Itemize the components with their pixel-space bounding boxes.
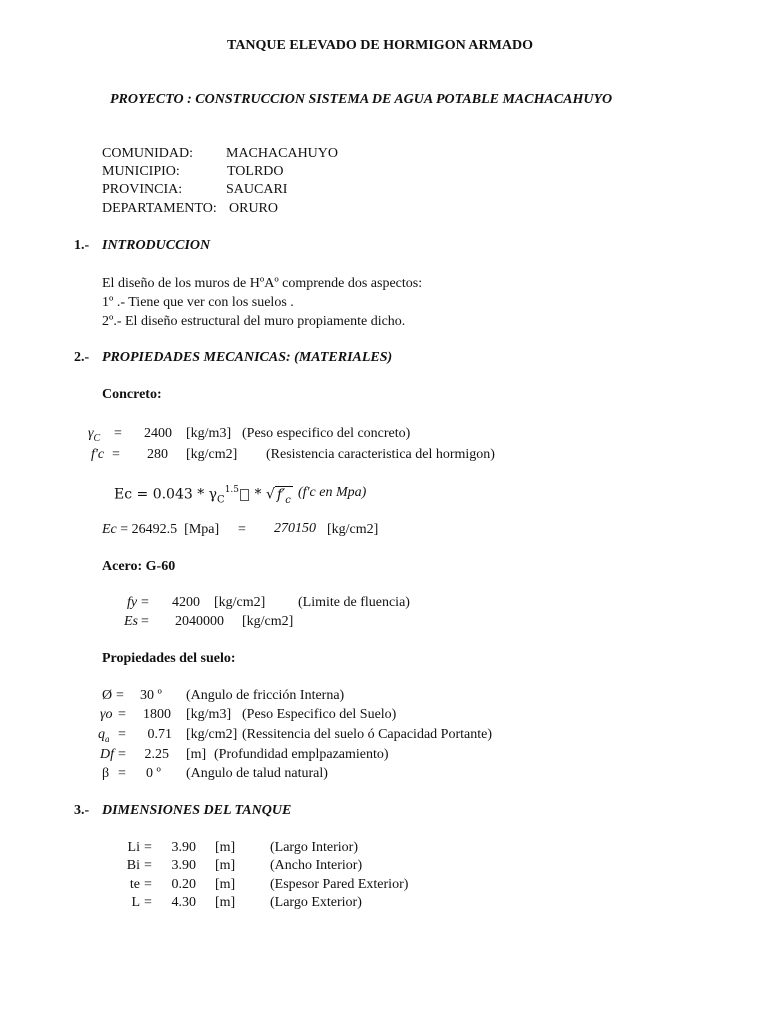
unit-fc: [kg/cm2] [186, 447, 238, 462]
equals-sign: = [238, 522, 246, 537]
intro-line-1: El diseño de los muros de HºAº comprende dos aspectos: [102, 276, 423, 291]
unit-gamma-c: [kg/m3] [186, 426, 232, 441]
value-es: 2040000 [175, 614, 224, 629]
symbol-fc: f'c [91, 447, 105, 462]
unit-fy: [kg/cm2] [214, 595, 266, 610]
location-label-departamento: DEPARTAMENTO: [102, 201, 217, 216]
steel-heading: Acero: G-60 [102, 559, 176, 574]
symbol-te: te [129, 877, 140, 892]
elastic-modulus-formula: $Ec = 0.043 * \gamma_C^{1.5}$ * √ $f'_c$ [114, 485, 291, 506]
symbol-l: L [131, 895, 140, 910]
unit-te: [m] [215, 877, 236, 892]
equals-sign: = [118, 747, 126, 762]
value-qa: 0.71 [147, 727, 172, 742]
value-bi: 3.90 [171, 858, 196, 873]
unit-qa: [kg/cm2] [186, 727, 238, 742]
location-label-provincia: PROVINCIA: [102, 182, 183, 197]
location-label-comunidad: COMUNIDAD: [102, 146, 193, 161]
desc-te: (Espesor Pared Exterior) [270, 877, 409, 892]
unit-es: [kg/cm2] [242, 614, 294, 629]
location-value-departamento: ORURO [229, 201, 279, 216]
equals-sign: = [114, 426, 122, 441]
desc-phi: (Angulo de fricción Interna) [186, 688, 345, 703]
symbol-beta: β [102, 766, 110, 781]
desc-l: (Largo Exterior) [270, 895, 362, 910]
ec-unit-kgcm2: [kg/cm2] [327, 522, 379, 537]
desc-fc: (Resistencia caracteristica del hormigon) [266, 447, 495, 462]
value-gamma-c: 2400 [144, 426, 172, 441]
equals-sign: = [141, 614, 149, 629]
equals-sign: = [144, 877, 152, 892]
symbol-qa: $q_a$ [98, 727, 110, 744]
ec-result-kgcm2: 270150 [274, 521, 316, 536]
desc-bi: (Ancho Interior) [270, 858, 363, 873]
location-value-comunidad: MACHACAHUYO [226, 146, 339, 161]
formula-note: (f'c en Mpa) [298, 485, 367, 500]
value-fc: 280 [147, 447, 168, 462]
equals-sign: = [112, 447, 120, 462]
equals-sign: = [118, 766, 126, 781]
section-3-heading: DIMENSIONES DEL TANQUE [102, 803, 292, 818]
desc-gamma-o: (Peso Especifico del Suelo) [242, 707, 397, 722]
value-beta: 0 º [146, 766, 161, 781]
equals-sign: = [144, 840, 152, 855]
desc-gamma-c: (Peso especifico del concreto) [242, 426, 411, 441]
value-df: 2.25 [144, 747, 169, 762]
section-1-heading: INTRODUCCION [102, 238, 211, 253]
section-2-heading: PROPIEDADES MECANICAS: (MATERIALES) [102, 350, 393, 365]
location-value-municipio: TOLRDO [227, 164, 284, 179]
unit-gamma-o: [kg/m3] [186, 707, 232, 722]
location-label-municipio: MUNICIPIO: [102, 164, 180, 179]
equals-sign: = [118, 707, 126, 722]
section-3-number: 3.- [74, 803, 90, 818]
symbol-es: Es [124, 614, 138, 629]
desc-fy: (Limite de fluencia) [298, 595, 410, 610]
value-te: 0.20 [171, 877, 196, 892]
equals-sign: = [118, 727, 126, 742]
intro-line-2: 1º .- Tiene que ver con los suelos . [102, 295, 294, 310]
symbol-phi: Ø [102, 688, 113, 703]
symbol-fy: fy [127, 595, 138, 610]
document-title: TANQUE ELEVADO DE HORMIGON ARMADO [227, 38, 533, 53]
location-value-provincia: SAUCARI [226, 182, 288, 197]
equals-sign: = [144, 858, 152, 873]
unit-l: [m] [215, 895, 236, 910]
desc-df: (Profundidad emplpazamiento) [214, 747, 389, 762]
equals-sign: = [116, 688, 124, 703]
project-title: PROYECTO : CONSTRUCCION SISTEMA DE AGUA POTABLE MACHACAHUYO [110, 92, 613, 107]
symbol-bi: Bi [126, 858, 140, 873]
desc-qa: (Ressitencia del suelo ó Capacidad Portante) [242, 727, 492, 742]
symbol-gamma-c: $\gamma_C$ [88, 426, 101, 444]
desc-li: (Largo Interior) [270, 840, 358, 855]
intro-line-3: 2º.- El diseño estructural del muro propiamente dicho. [102, 314, 406, 329]
value-phi: 30 º [140, 688, 162, 703]
value-l: 4.30 [171, 895, 196, 910]
value-gamma-o: 1800 [143, 707, 171, 722]
ec-result: Ec = 26492.5 [Mpa] [102, 522, 220, 537]
unit-li: [m] [215, 840, 236, 855]
desc-beta: (Angulo de talud natural) [186, 766, 328, 781]
symbol-df: Df [100, 747, 114, 762]
unit-bi: [m] [215, 858, 236, 873]
symbol-li: Li [127, 840, 140, 855]
placeholder-box-icon [240, 489, 249, 501]
concrete-heading: Concreto: [102, 387, 162, 402]
value-li: 3.90 [171, 840, 196, 855]
soil-heading: Propiedades del suelo: [102, 651, 236, 666]
section-2-number: 2.- [74, 350, 90, 365]
symbol-gamma-o: γo [100, 707, 113, 722]
equals-sign: = [141, 595, 149, 610]
section-1-number: 1.- [74, 238, 90, 253]
unit-df: [m] [186, 747, 207, 762]
equals-sign: = [144, 895, 152, 910]
value-fy: 4200 [172, 595, 200, 610]
